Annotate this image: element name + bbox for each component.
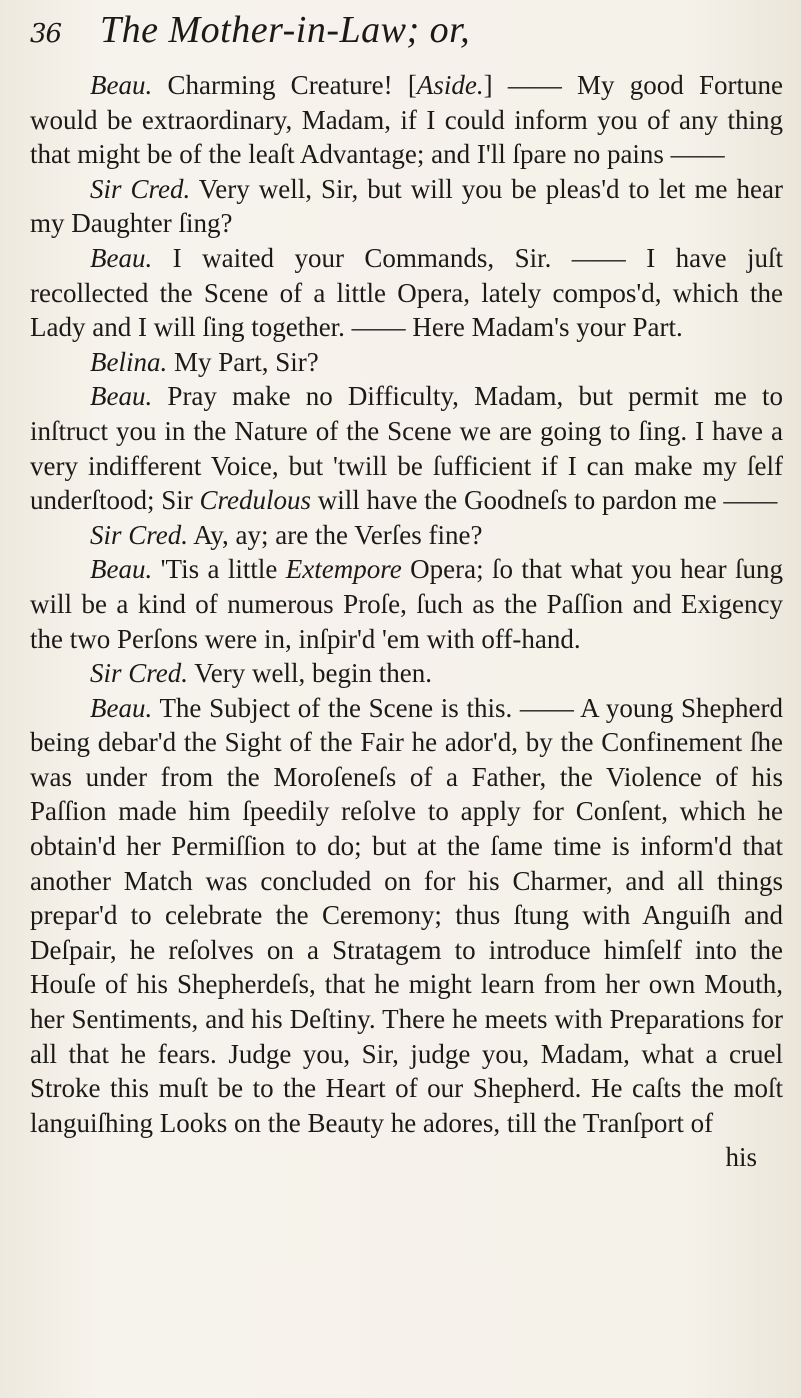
speaker-name: Beau. xyxy=(90,381,153,412)
stage-direction: Aside. xyxy=(416,70,484,100)
speech-text: Pray make no Difficulty, Madam, but permit me to inſtruct you in the Nature of the Scene we are going to ſing. I have a very indifferent Voice, but 'twill be ſufficient if I can make my ſelf underſtood; Sir xyxy=(30,381,784,516)
speaker-name: Beau. xyxy=(90,554,153,585)
speech-text: The Subject of the Scene is this. —— A young Shepherd being debar'd the Sight of the Fair he ador'd, by the Confinement ſhe was under from the Moroſeneſs of a Father, the Violence of his Paſſion made him ſpeedily reſolve to apply for Conſent, which he obtain'd her Permiſſion to do; but at the ſame time is inform'd that another Match was concluded on for his Charmer, and all things prepar'd to celebrate the Ceremony; thus ſtung with Anguiſh and Deſpair, he reſolves on a Stratagem to introduce himſelf into the Houſe of his Shepherdeſs, that he might learn from her own Mouth, her Sentiments, and his Deſtiny. There he meets with Preparations for all that he fears. Judge you, Sir, judge you, Madam, what a cruel Stroke this muſt be to the Heart of our Shepherd. He caſts the moſt languiſhing Looks on the Beauty he adores, till the Tranſport of xyxy=(30,692,783,1138)
speaker-name: Sir Cred. xyxy=(90,519,189,550)
speaker-name: Beau. xyxy=(90,242,153,273)
speech-7 xyxy=(30,552,783,656)
speech-3 xyxy=(30,241,783,345)
italic-name: Credulous xyxy=(199,485,312,516)
speech-text-cont: will have the Goodneſs to pardon me —— xyxy=(311,485,778,516)
speech-text: My Part, Sir? xyxy=(173,346,319,377)
page-number: 36 xyxy=(30,19,62,49)
page-header xyxy=(30,8,783,64)
speech-text: Very well, Sir, but will you be pleas'd to let me hear my Daughter ſing? xyxy=(30,173,784,239)
speaker-name: Beau. xyxy=(90,70,153,100)
speech-text-cont: ] —— My good Fortune would be extraordinary, Madam, if I could inform you of any thing that might be of the leaſt Advantage; and I'll ſpare no pains —— xyxy=(30,70,783,170)
speech-8 xyxy=(30,656,783,691)
speech-6 xyxy=(30,518,783,553)
speech-text: 'Tis a little xyxy=(160,554,286,585)
speech-4 xyxy=(30,345,783,380)
italic-word: Extempore xyxy=(285,554,402,585)
speech-2 xyxy=(30,172,783,241)
speaker-name: Sir Cred. xyxy=(90,173,191,204)
speaker-name: Beau. xyxy=(90,692,153,723)
speech-text: Charming Creature! [ xyxy=(167,70,417,100)
speech-text-cont: Opera; ſo that what you hear ſung will be a kind of numerous Proſe, ſuch as the Paſſion and Exigency the two Perſons were in, inſpir'd 'em with off-hand. xyxy=(30,554,783,654)
speech-9 xyxy=(30,691,783,1141)
speaker-name: Sir Cred. xyxy=(90,658,189,689)
speech-1 xyxy=(30,68,783,172)
speaker-name: Belina. xyxy=(90,346,168,377)
catchword: his xyxy=(725,1142,757,1173)
running-title: The Mother-in-Law; or, xyxy=(100,9,471,51)
speech-text: Ay, ay; are the Verſes fine? xyxy=(193,519,483,550)
speech-text: Very well, begin then. xyxy=(194,658,432,689)
speech-5 xyxy=(30,379,783,517)
speech-text: I waited your Commands, Sir. —— I have juſt recollected the Scene of a little Opera, lately compos'd, which the Lady and I will ſing together. —— Here Madam's your Part. xyxy=(30,242,784,343)
dialogue-body xyxy=(30,68,783,1140)
